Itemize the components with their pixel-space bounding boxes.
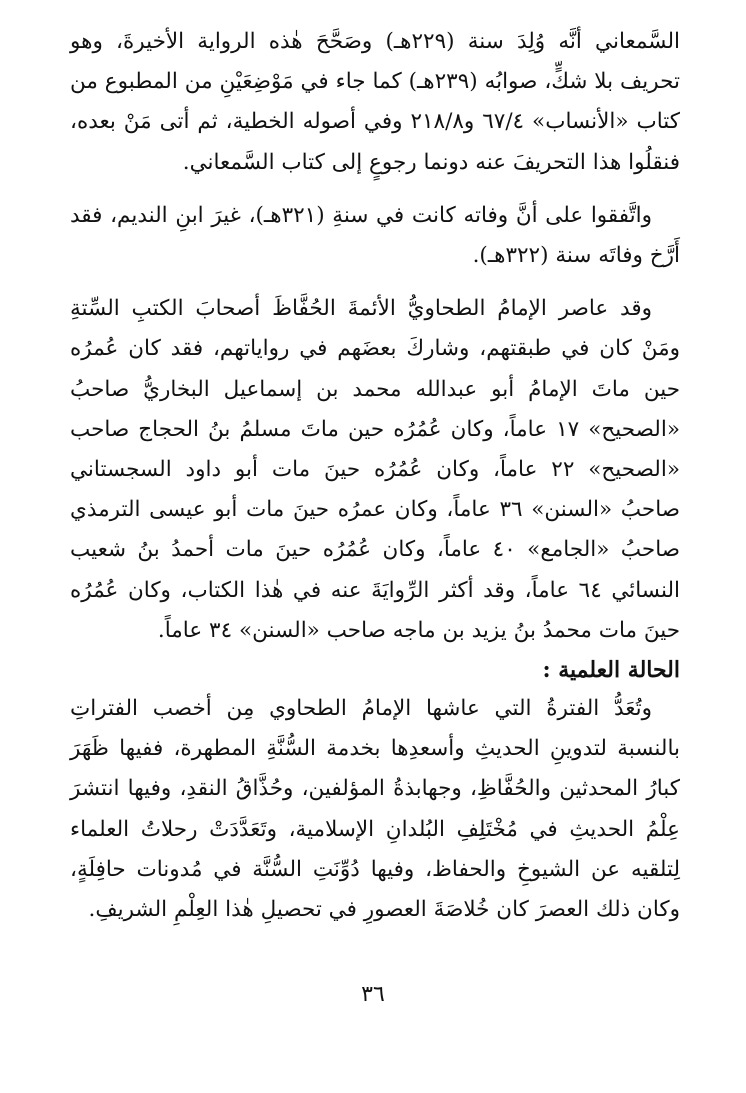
paragraph-scholarly-state: وتُعَدُّ الفترةُ التي عاشها الإمامُ الطحاوي مِن أخصب الفتراتِ بالنسبة لتدوينِ الحديثِ وأسعدِها بخدمة السُّنَّةِ المطهرة، ففيها ظَهَرَ كبارُ المحدثين والحُفَّاظِ، وجهابذةُ المؤلفين، وحُذَّاقُ النقدِ، وفيها انتشرَ عِلْمُ الحديثِ في مُخْتَلِفِ البُلدانِ الإسلامية، وتَعَدَّدَتْ رحلاتُ العلماء لِتلقيه عن الشيوخِ والحفاظ، وفيها دُوِّنَتِ السُّنَّة في مُدونات حافِلَةٍ، وكان ذلك العصرَ كان خُلاصَةَ العصورِ في تحصيلِ هٰذا العِلْمِ الشريفِ.: [70, 696, 680, 923]
paragraph-contemporaries: وقد عاصر الإمامُ الطحاويُّ الأئمةَ الحُفَّاظَ أصحابَ الكتبِ السِّتةِ ومَنْ كان في طبقتهم، وشاركَ بعضَهم في رواياتهم، فقد كان عُمرُه حين ماتَ الإمامُ أبو عبدالله محمد بن إسماعيل البخاريُّ صاحبُ «الصحيح» ١٧ عاماً، وكان عُمُرُه حين ماتَ مسلمُ بنُ الحجاج صاحب «الصحيح» ٢٢ عاماً، وكان عُمُرُه حينَ مات أبو داود السجستاني صاحبُ «السنن» ٣٦ عاماً، وكان عمرُه حينَ مات أبو عيسى الترمذي صاحبُ «الجامع» ٤٠ عاماً، وكان عُمُرُه حينَ مات أحمدُ بنُ شعيب النسائي ٦٤ عاماً، وقد أكثر الرِّوايَةَ عنه في هٰذا الكتاب، وكان عُمُرُه حينَ مات محمدُ بنُ يزيد بن ماجه صاحب «السنن» ٣٤ عاماً.: [70, 296, 681, 643]
paragraph-death-year: واتَّفقوا على أنَّ وفاته كانت في سنةِ (٣٢١هـ)، غيرَ ابنِ النديم، فقد أَرَّخ وفاتَه سنة (٣٢٢هـ).: [70, 202, 680, 269]
document-page: [70, 22, 680, 930]
paragraph-samani-birth: السَّمعاني أنَّه وُلِدَ سنة (٢٢٩هـ) وصَحَّحَ هٰذه الرواية الأخيرةَ، وهو تحريف بلا شكٍّ، صوابُه (٢٣٩هـ) كما جاء في مَوْضِعَيْنِ من المطبوع من كتاب «الأنساب» ٦٧/٤ و٢١٨/٨ وفي أصوله الخطية، ثم أتى مَنْ بعده، فنقلُوا هذا التحريفَ عنه دونما رجوعٍ إلى كتاب السَّمعاني.: [70, 29, 681, 175]
section-heading: الحالة العلمية :: [542, 657, 680, 684]
page-number: ٣٦: [361, 982, 385, 1007]
